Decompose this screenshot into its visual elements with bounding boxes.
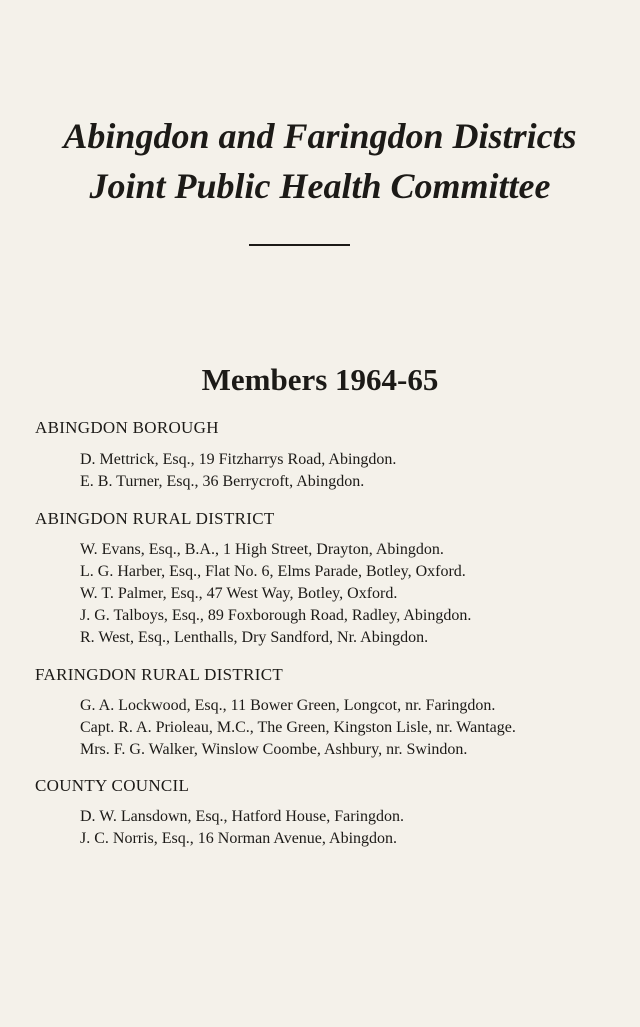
- member-entry: Mrs. F. G. Walker, Winslow Coombe, Ashbury, nr. Swindon.: [80, 741, 468, 758]
- section-title-faringdon-rural-district: FARINGDON RURAL DISTRICT: [35, 665, 284, 684]
- member-entry: E. B. Turner, Esq., 36 Berrycroft, Abingdon.: [80, 473, 365, 490]
- member-entry: D. Mettrick, Esq., 19 Fitzharrys Road, Abingdon.: [80, 451, 397, 468]
- member-entry: L. G. Harber, Esq., Flat No. 6, Elms Parade, Botley, Oxford.: [80, 563, 466, 580]
- title-line-1: Abingdon and Faringdon Districts: [63, 116, 577, 156]
- section-title-abingdon-rural-district: ABINGDON RURAL DISTRICT: [35, 509, 275, 528]
- title-divider: [249, 244, 350, 246]
- member-entry: D. W. Lansdown, Esq., Hatford House, Faringdon.: [80, 808, 404, 825]
- member-entry: J. G. Talboys, Esq., 89 Foxborough Road, Radley, Abingdon.: [80, 607, 472, 624]
- section-title-abingdon-borough: ABINGDON BOROUGH: [35, 418, 219, 437]
- members-heading: Members 1964-65: [201, 362, 439, 397]
- member-entry: J. C. Norris, Esq., 16 Norman Avenue, Abingdon.: [80, 830, 398, 847]
- member-entry: W. T. Palmer, Esq., 47 West Way, Botley, Oxford.: [80, 585, 398, 602]
- member-entry: R. West, Esq., Lenthalls, Dry Sandford, Nr. Abingdon.: [80, 629, 429, 646]
- member-entry: G. A. Lockwood, Esq., 11 Bower Green, Longcot, nr. Faringdon.: [80, 697, 496, 714]
- title-line-2: Joint Public Health Committee: [89, 166, 551, 206]
- member-entry: W. Evans, Esq., B.A., 1 High Street, Drayton, Abingdon.: [80, 541, 444, 558]
- section-title-county-council: COUNTY COUNCIL: [35, 776, 190, 795]
- member-entry: Capt. R. A. Prioleau, M.C., The Green, Kingston Lisle, nr. Wantage.: [80, 719, 516, 736]
